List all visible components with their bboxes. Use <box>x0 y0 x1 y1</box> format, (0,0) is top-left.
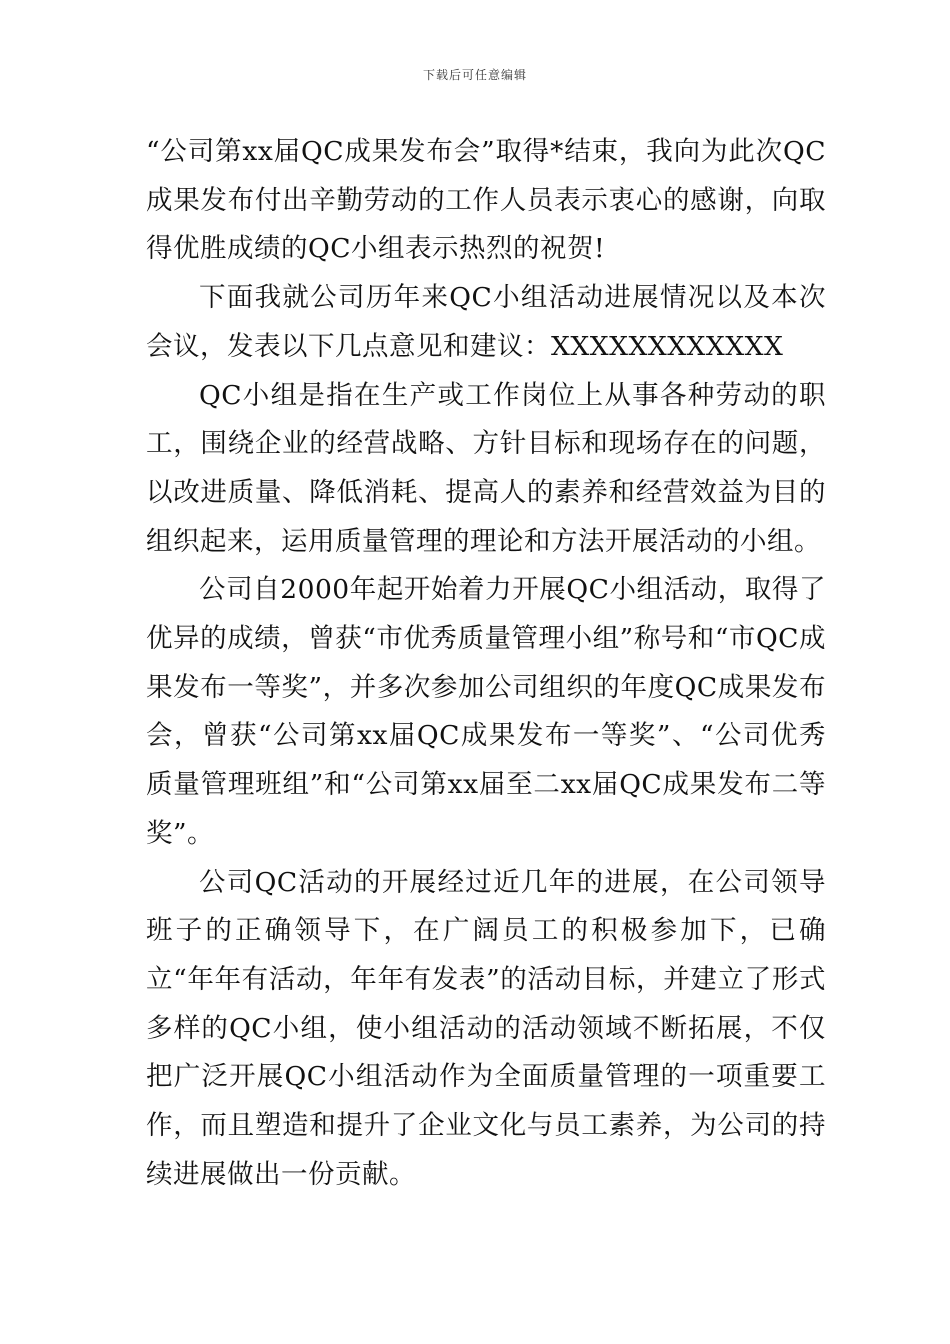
document-body <box>146 128 826 1199</box>
header-note: 下载后可任意编辑 <box>422 68 527 82</box>
paragraph-opening: “公司第xx届QC成果发布会”取得*结束，我向为此次QC成果发布付出辛勤劳动的工作人员表示衷心的感谢，向取得优胜成绩的QC小组表示热烈的祝贺! <box>146 136 826 265</box>
paragraph-qc-definition: QC小组是指在生产或工作岗位上从事各种劳动的职工，围绕企业的经营战略、方针目标和现场存在的问题，以改进质量、降低消耗、提高人的素养和经营效益为目的组织起来，运用质量管理的理论和方法开展活动的小组。 <box>146 379 826 557</box>
paragraph-development: 公司QC活动的开展经过近几年的进展，在公司领导班子的正确领导下，在广阔员工的积极参加下，已确立“年年有活动，年年有发表”的活动目标，并建立了形式多样的QC小组，使小组活动的活动领域不断拓展，不仅把广泛开展QC小组活动作为全面质量管理的一项重要工作，而且塑造和提升了企业文化与员工素养，为公司的持续进展做出一份贡献。 <box>146 866 826 1190</box>
paragraph-intro-remarks: 下面我就公司历年来QC小组活动进展情况以及本次会议，发表以下几点意见和建议：XXXXXXXXXXXX <box>146 282 826 362</box>
paragraph-achievements: 公司自2000年起开始着力开展QC小组活动，取得了优异的成绩，曾获“市优秀质量管理小组”称号和“市QC成果发布一等奖”，并多次参加公司组织的年度QC成果发布会，曾获“公司第xx届QC成果发布一等奖”、“公司优秀质量管理班组”和“公司第xx届至二xx届QC成果发布二等奖”。 <box>146 574 826 849</box>
